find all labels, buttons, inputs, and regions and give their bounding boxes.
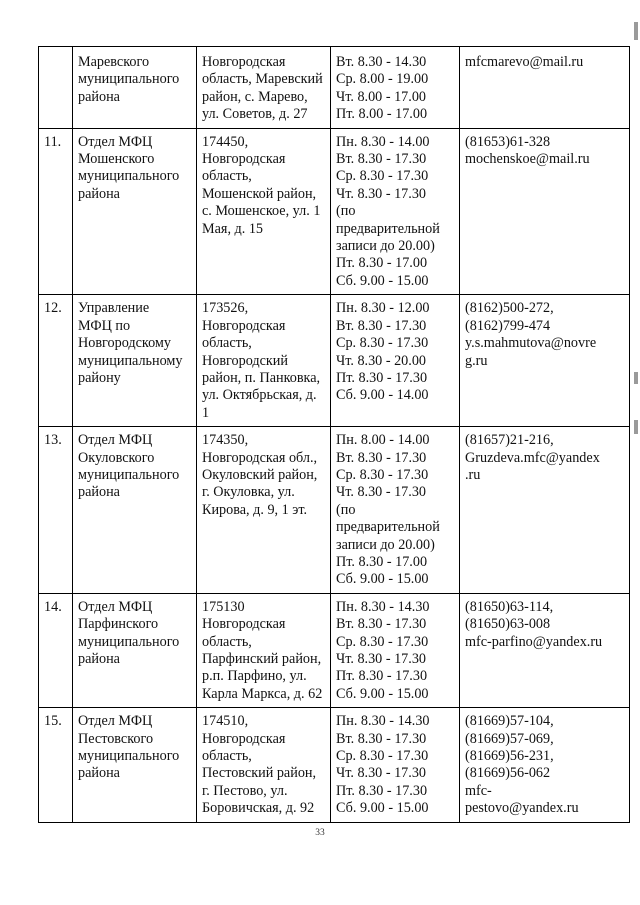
office-contacts: (81653)61-328 mochenskoe@mail.ru — [460, 128, 630, 295]
table-row — [39, 295, 630, 427]
office-address: 174350, Новгородская обл., Окуловский район, г. Окуловка, ул. Кирова, д. 9, 1 эт. — [197, 427, 331, 594]
office-hours: Пн. 8.30 - 14.30 Вт. 8.30 - 17.30 Ср. 8.30 - 17.30 Чт. 8.30 - 17.30 Пт. 8.30 - 17.30 Сб. 9.00 - 15.00 — [331, 593, 460, 707]
office-hours: Пн. 8.30 - 14.30 Вт. 8.30 - 17.30 Ср. 8.30 - 17.30 Чт. 8.30 - 17.30 Пт. 8.30 - 17.30 Сб. 9.00 - 15.00 — [331, 708, 460, 822]
office-contacts: (8162)500-272, (8162)799-474 y.s.mahmutova@novre g.ru — [460, 295, 630, 427]
office-name: Управление МФЦ по Новгородскому муниципальному району — [73, 295, 197, 427]
table-row — [39, 593, 630, 707]
office-name: Отдел МФЦ Пестовского муниципального района — [73, 708, 197, 822]
office-name: Маревского муниципального района — [73, 47, 197, 129]
table-row — [39, 427, 630, 594]
mfc-offices-table — [38, 46, 630, 823]
table-row — [39, 128, 630, 295]
scan-margin-mark — [634, 420, 638, 434]
office-hours: Пн. 8.30 - 12.00 Вт. 8.30 - 17.30 Ср. 8.30 - 17.30 Чт. 8.30 - 20.00 Пт. 8.30 - 17.30 Сб. 9.00 - 14.00 — [331, 295, 460, 427]
row-number — [39, 47, 73, 129]
office-name: Отдел МФЦ Парфинского муниципального района — [73, 593, 197, 707]
row-number: 13. — [39, 427, 73, 594]
office-hours: Пн. 8.00 - 14.00 Вт. 8.30 - 17.30 Ср. 8.30 - 17.30 Чт. 8.30 - 17.30 (по предварительной записи до 20.00) Пт. 8.30 - 17.00 Сб. 9.00 - 15.00 — [331, 427, 460, 594]
table-row — [39, 708, 630, 822]
office-address: 174450, Новгородская область, Мошенской район, с. Мошенское, ул. 1 Мая, д. 15 — [197, 128, 331, 295]
scan-margin-mark — [634, 372, 638, 384]
row-number: 11. — [39, 128, 73, 295]
office-contacts: (81657)21-216, Gruzdeva.mfc@yandex .ru — [460, 427, 630, 594]
office-contacts: (81650)63-114, (81650)63-008 mfc-parfino@yandex.ru — [460, 593, 630, 707]
office-address: 175130 Новгородская область, Парфинский район, р.п. Парфино, ул. Карла Маркса, д. 62 — [197, 593, 331, 707]
scan-margin-mark — [634, 22, 638, 40]
office-address: 174510, Новгородская область, Пестовский район, г. Пестово, ул. Боровичская, д. 92 — [197, 708, 331, 822]
office-contacts: (81669)57-104, (81669)57-069, (81669)56-231, (81669)56-062 mfc- pestovo@yandex.ru — [460, 708, 630, 822]
office-address: 173526, Новгородская область, Новгородский район, п. Панковка, ул. Октябрьская, д. 1 — [197, 295, 331, 427]
row-number: 15. — [39, 708, 73, 822]
office-name: Отдел МФЦ Окуловского муниципального района — [73, 427, 197, 594]
office-hours: Пн. 8.30 - 14.00 Вт. 8.30 - 17.30 Ср. 8.30 - 17.30 Чт. 8.30 - 17.30 (по предварительной записи до 20.00) Пт. 8.30 - 17.00 Сб. 9.00 - 15.00 — [331, 128, 460, 295]
office-hours: Вт. 8.30 - 14.30 Ср. 8.00 - 19.00 Чт. 8.00 - 17.00 Пт. 8.00 - 17.00 — [331, 47, 460, 129]
office-address: Новгородская область, Маревский район, с. Марево, ул. Советов, д. 27 — [197, 47, 331, 129]
row-number: 12. — [39, 295, 73, 427]
row-number: 14. — [39, 593, 73, 707]
office-name: Отдел МФЦ Мошенского муниципального района — [73, 128, 197, 295]
table-row — [39, 47, 630, 129]
office-contacts: mfcmarevo@mail.ru — [460, 47, 630, 129]
page-number: 33 — [315, 828, 325, 838]
